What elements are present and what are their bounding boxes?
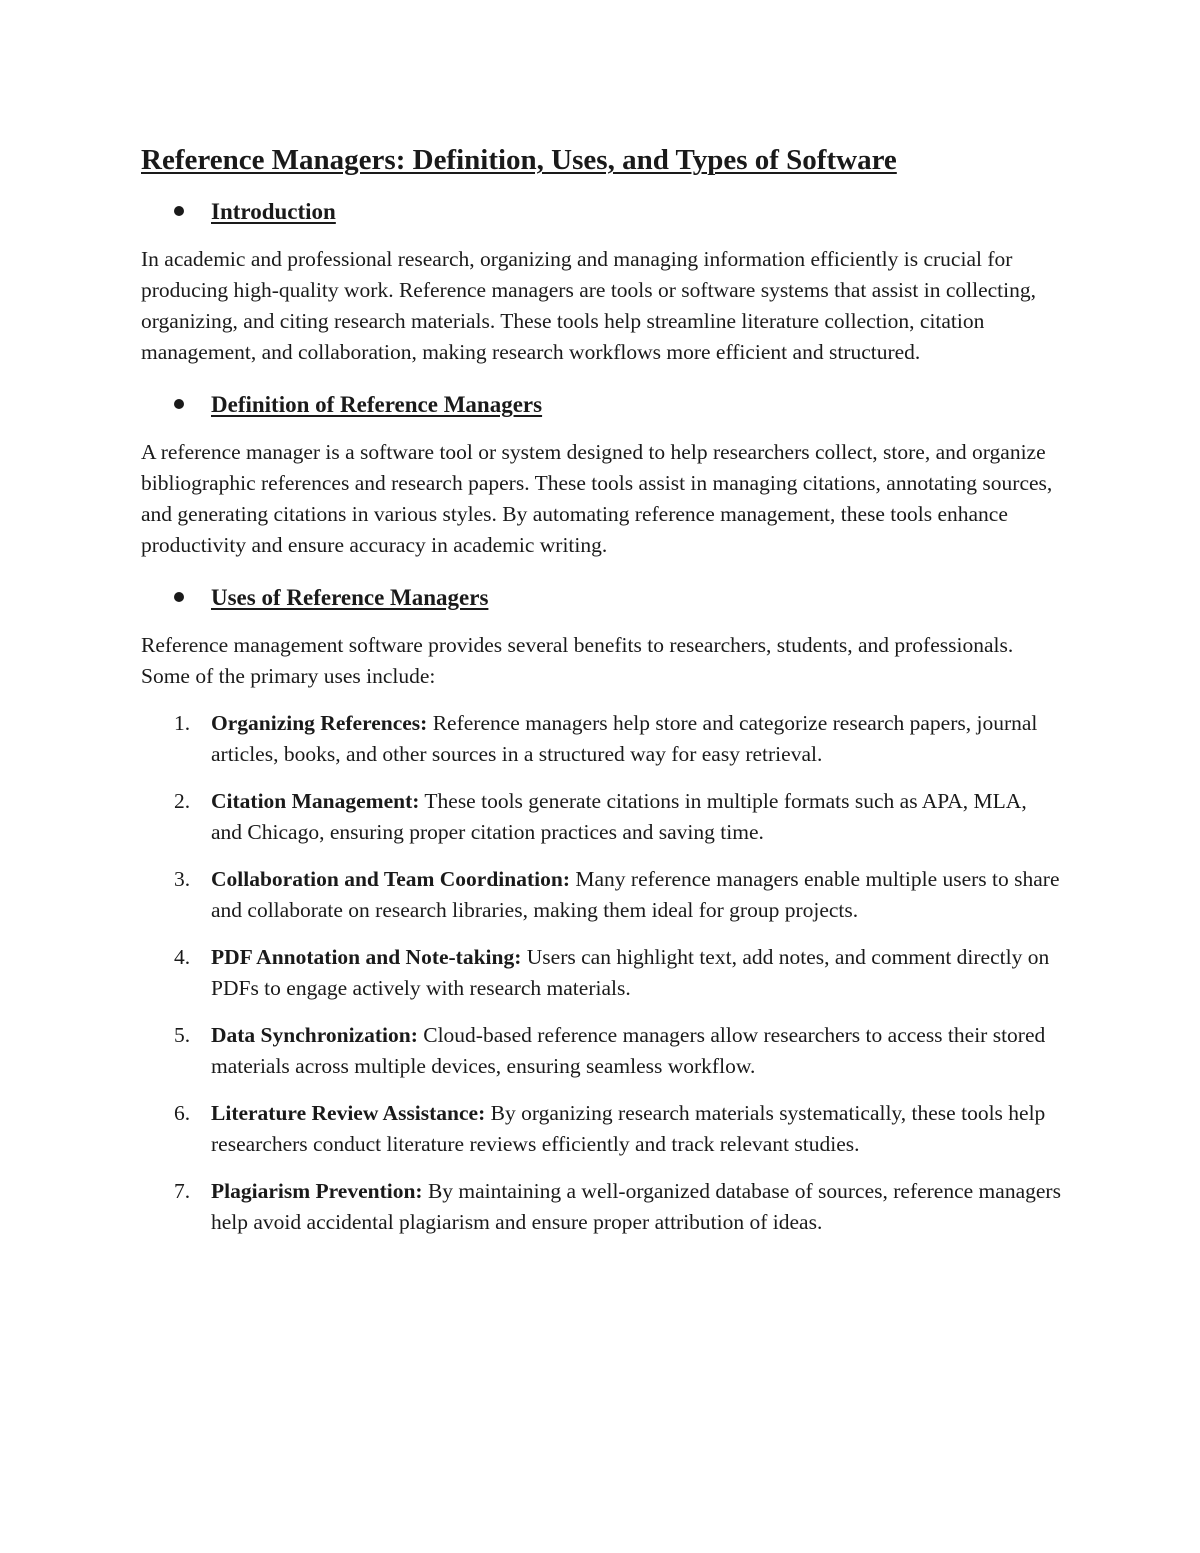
list-item-text: These tools generate citations in multiple formats such as APA, MLA, and Chicago, ensuring proper citation practices and saving time. [211, 789, 1027, 844]
section-heading-text: Uses of Reference Managers [211, 585, 489, 610]
document-body [141, 140, 1061, 1238]
uses-paragraph: Reference management software provides several benefits to researchers, students, and professionals. Some of the primary uses include: [141, 633, 1014, 688]
list-item-number: 3. [174, 867, 191, 891]
list-item-text: Reference managers help store and categorize research papers, journal articles, books, and other sources in a structured way for easy retrieval. [211, 711, 1038, 766]
list-item-number: 2. [174, 789, 191, 813]
list-item-number: 6. [174, 1101, 191, 1125]
list-item [141, 1020, 1063, 1082]
list-item-term: PDF Annotation and Note-taking: [211, 945, 522, 969]
list-item-term: Data Synchronization: [211, 1023, 418, 1047]
list-item [141, 1176, 1063, 1238]
list-item-number: 1. [174, 711, 191, 735]
bullet-icon [174, 592, 184, 602]
list-item-term: Literature Review Assistance: [211, 1101, 486, 1125]
section-heading-text: Introduction [211, 199, 336, 224]
list-item-number: 4. [174, 945, 191, 969]
document-title: Reference Managers: Definition, Uses, and Types of Software [141, 144, 897, 176]
list-item-text: Many reference managers enable multiple users to share and collaborate on research libraries, making them ideal for group projects. [211, 867, 1060, 922]
section-heading-introduction [141, 195, 1061, 229]
section-heading-uses [141, 581, 1061, 615]
definition-paragraph: A reference manager is a software tool or system designed to help researchers collect, store, and organize bibliographic references and research papers. These tools assist in managing citations, annotating sources, and generating citations in various styles. By automating reference management, these tools enhance productivity and ensure accuracy in academic writing. [141, 440, 1053, 557]
bullet-icon [174, 399, 184, 409]
list-item-term: Collaboration and Team Coordination: [211, 867, 570, 891]
list-item-text: Cloud-based reference managers allow researchers to access their stored materials across multiple devices, ensuring seamless workflow. [211, 1023, 1046, 1078]
bullet-icon [174, 206, 184, 216]
list-item-number: 7. [174, 1179, 191, 1203]
list-item-term: Plagiarism Prevention: [211, 1179, 423, 1203]
list-item [141, 864, 1063, 926]
list-item-text: By organizing research materials systematically, these tools help researchers conduct literature reviews efficiently and track relevant studies. [211, 1101, 1046, 1156]
list-item-term: Citation Management: [211, 789, 420, 813]
list-item [141, 786, 1063, 848]
list-item-term: Organizing References: [211, 711, 428, 735]
list-item-text: Users can highlight text, add notes, and comment directly on PDFs to engage actively with research materials. [211, 945, 1050, 1000]
list-item [141, 708, 1063, 770]
section-heading-text: Definition of Reference Managers [211, 392, 543, 417]
list-item-number: 5. [174, 1023, 191, 1047]
uses-list [141, 708, 1061, 1238]
list-item-text: By maintaining a well-organized database of sources, reference managers help avoid accidental plagiarism and ensure proper attribution of ideas. [211, 1179, 1061, 1234]
introduction-paragraph: In academic and professional research, organizing and managing information efficiently is crucial for producing high-quality work. Reference managers are tools or software systems that assist in collecting, organizing, and citing research materials. These tools help streamline literature collection, citation management, and collaboration, making research workflows more efficient and structured. [141, 247, 1036, 364]
section-heading-definition [141, 388, 1061, 422]
list-item [141, 942, 1063, 1004]
list-item [141, 1098, 1063, 1160]
